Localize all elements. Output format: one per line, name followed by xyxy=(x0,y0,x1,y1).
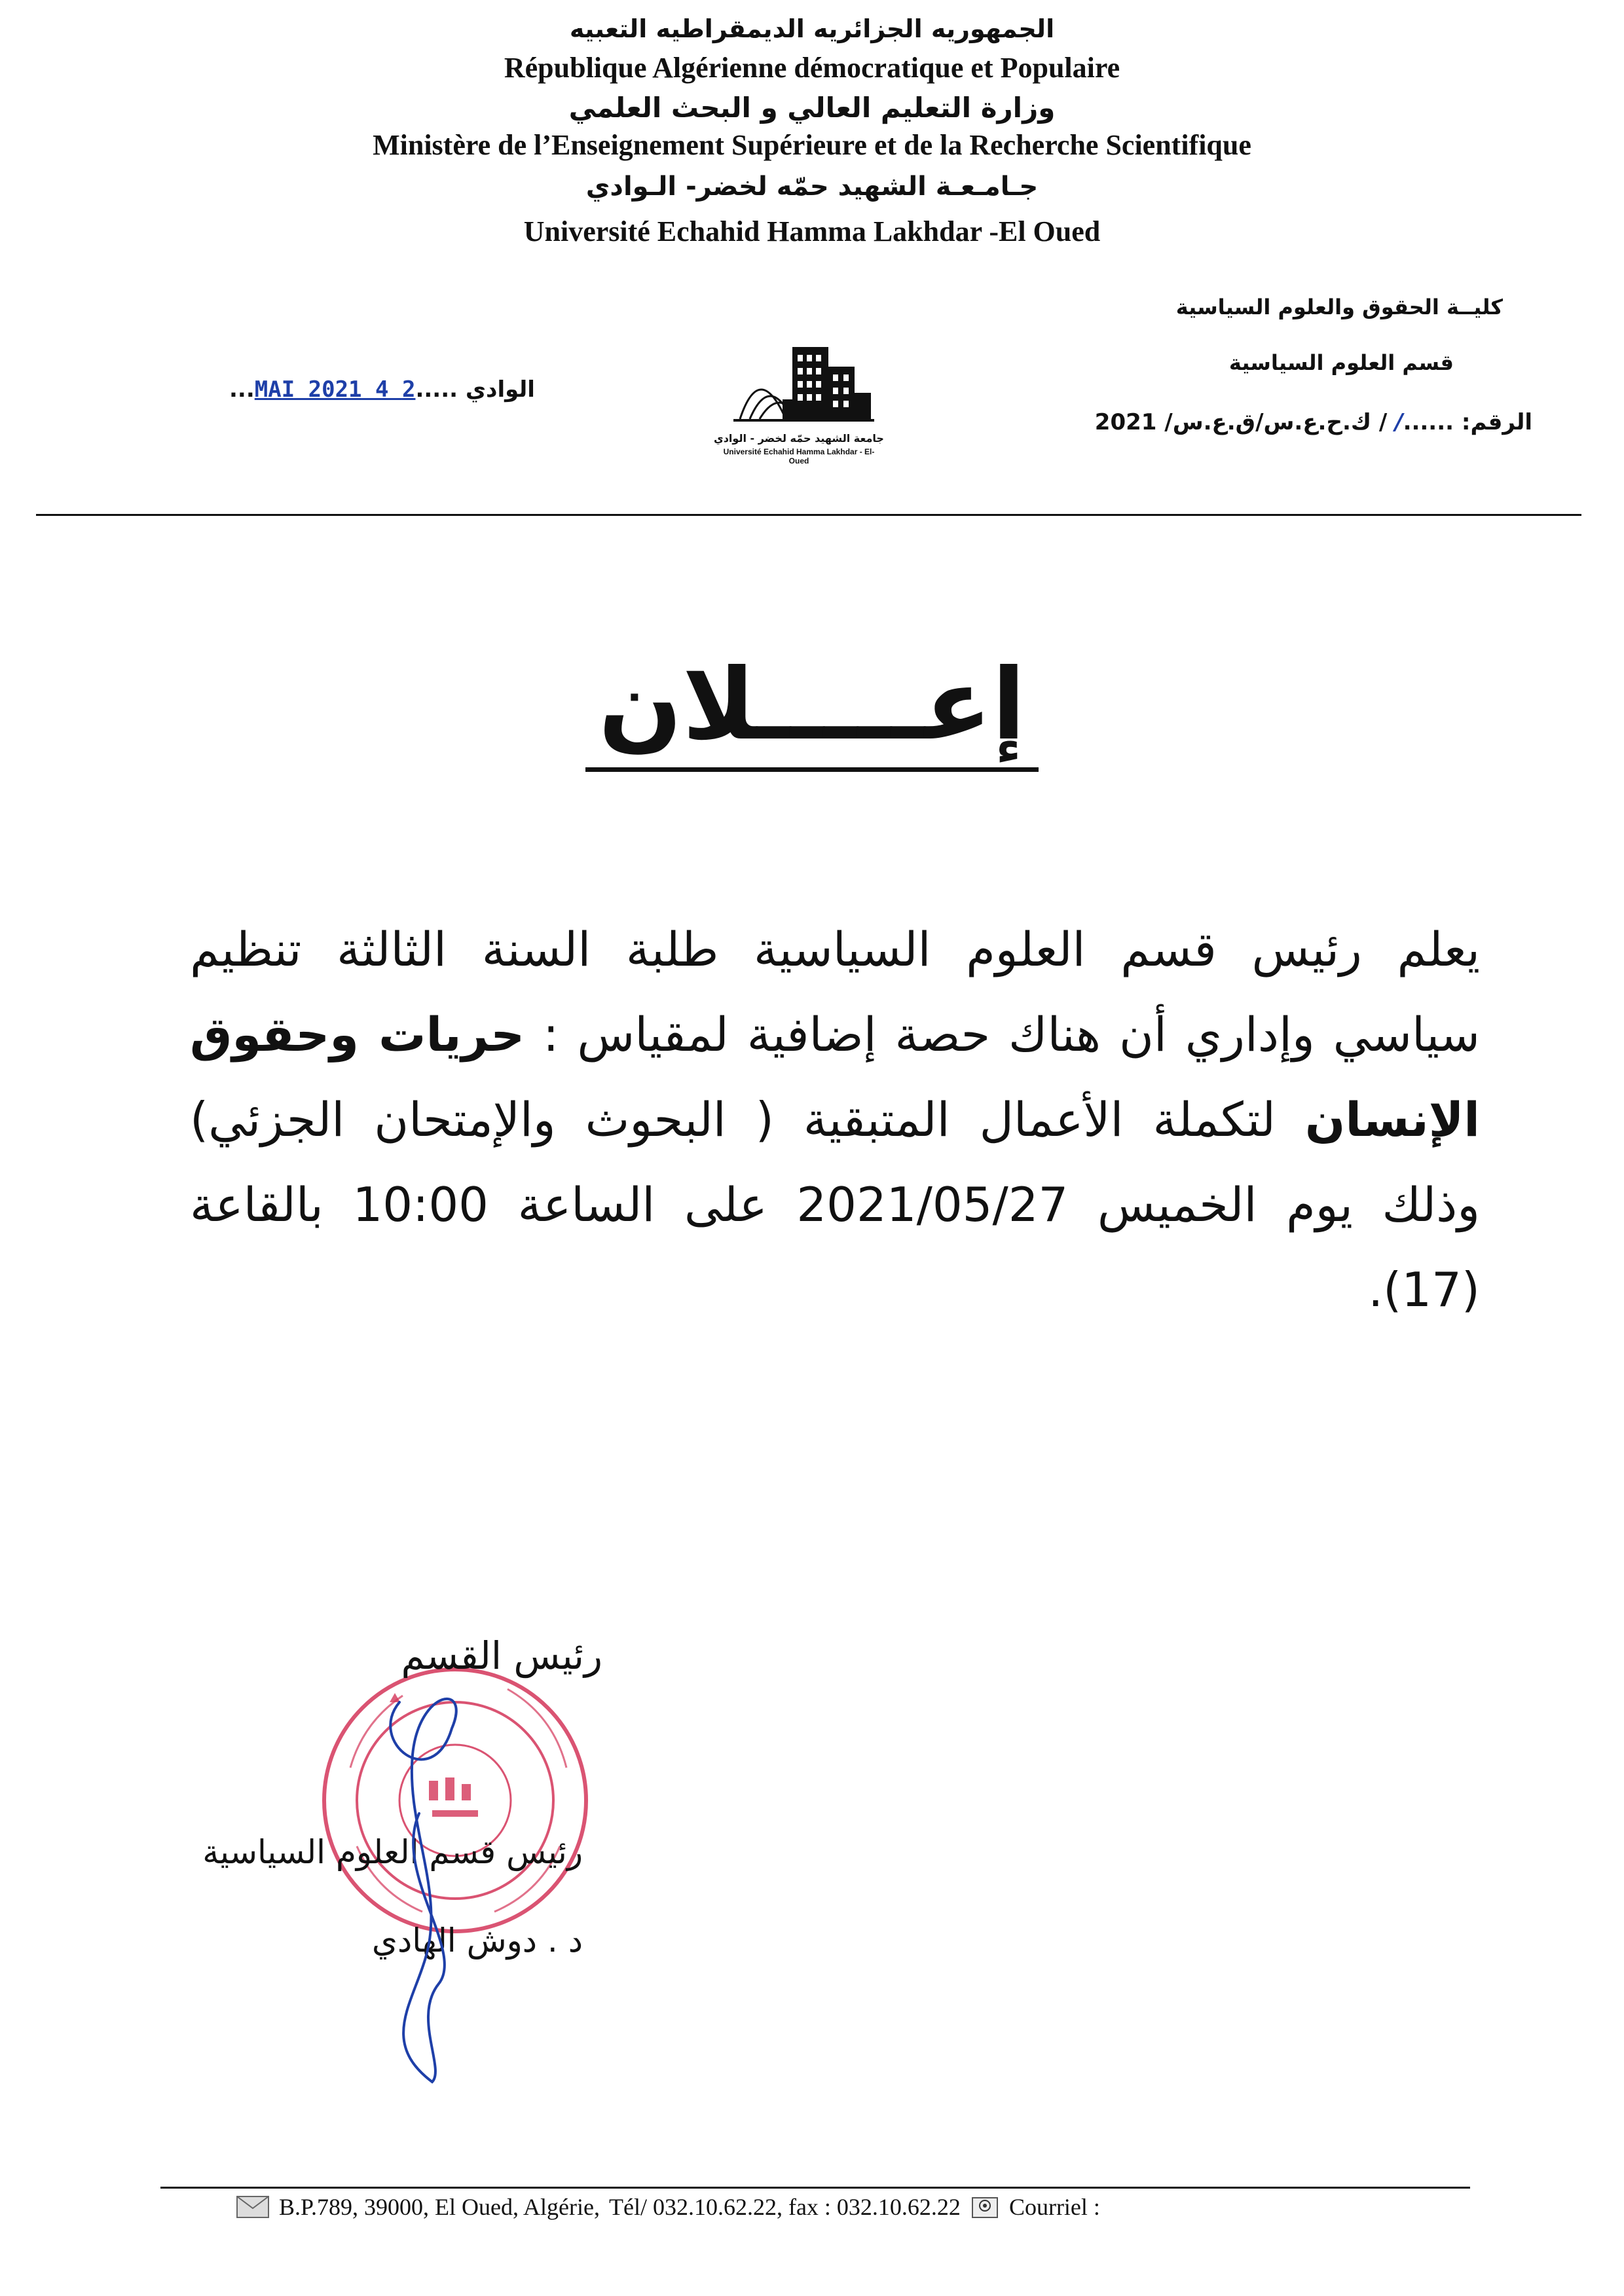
header-ministry-ar: وزارة التعليم العالي و البحث العلمي xyxy=(568,92,1056,124)
announcement-title xyxy=(0,648,1624,762)
body-part-2: لتكملة الأعمال المتبقية ( البحوث والإمتحان الجزئي) وذلك يوم الخميس 2021/05/27 على الساعة 10:00 بالقاعة (17). xyxy=(190,1092,1481,1317)
body-course-name: حريات وحقوق الإنسان xyxy=(190,1007,1480,1147)
date-line xyxy=(229,376,535,403)
footer-contact xyxy=(236,2193,1100,2221)
reference-number xyxy=(1095,409,1532,435)
envelope-icon xyxy=(236,2195,270,2219)
footer-divider xyxy=(160,2187,1470,2189)
logo-caption-ar: جامعة الشهيد حمّه لخضر - الوادي xyxy=(714,432,884,445)
footer-address: B.P.789, 39000, El Oued, Algérie, xyxy=(279,2194,600,2220)
announcement-body xyxy=(190,907,1480,1332)
faculty-name: كليــة الحقوق والعلوم السياسية xyxy=(1175,295,1503,319)
logo-caption-fr: Université Echahid Hamma Lakhdar - El-Oued xyxy=(723,447,875,465)
footer-email-label: Courriel : xyxy=(1008,2194,1100,2220)
header-university-ar: جـامـعـة الشهيد حمّه لخضر- الـوادي xyxy=(585,172,1039,202)
signatory-name: د . دوش الهادي xyxy=(371,1922,583,1959)
handwritten-signature xyxy=(341,1676,511,2095)
date-stamp: 2 4 MAI 2021 xyxy=(254,376,416,403)
date-dots: ... xyxy=(229,376,255,403)
header-ministry-fr: Ministère de l’Enseignement Supérieure et de la Recherche Scientifique xyxy=(373,129,1251,161)
header-divider xyxy=(36,514,1581,516)
reference-handwritten: / xyxy=(1395,409,1403,435)
email-icon xyxy=(970,2194,1000,2220)
reference-suffix: / ك.ح.ع.س/ق.ع.س/ 2021 xyxy=(1094,409,1395,435)
header-republic-fr: République Algérienne démocratique et Populaire xyxy=(504,52,1120,84)
reference-label: الرقم: ...... xyxy=(1403,409,1532,435)
signature-department: رئيس قسم العلوم السياسية xyxy=(202,1833,583,1871)
header-university-fr: Université Echahid Hamma Lakhdar -El Oued xyxy=(523,215,1101,247)
body-part-1: يعلم رئيس قسم العلوم السياسية طلبة السنة الثالثة تنظيم سياسي وإداري أن هناك حصة إضافية لمقياس : xyxy=(190,922,1480,1062)
announcement-title-text: إعـــــلان xyxy=(585,648,1039,772)
department-name: قسم العلوم السياسية xyxy=(1228,350,1454,375)
date-label: الوادي ..... xyxy=(415,376,535,403)
header-republic-ar: الجمهوريه الجزائريه الديمقراطيه التعبيه xyxy=(569,14,1055,43)
signature-title: رئيس القسم xyxy=(401,1633,602,1678)
footer-phone-fax: Tél/ 032.10.62.22, fax : 032.10.62.22 xyxy=(608,2194,961,2220)
